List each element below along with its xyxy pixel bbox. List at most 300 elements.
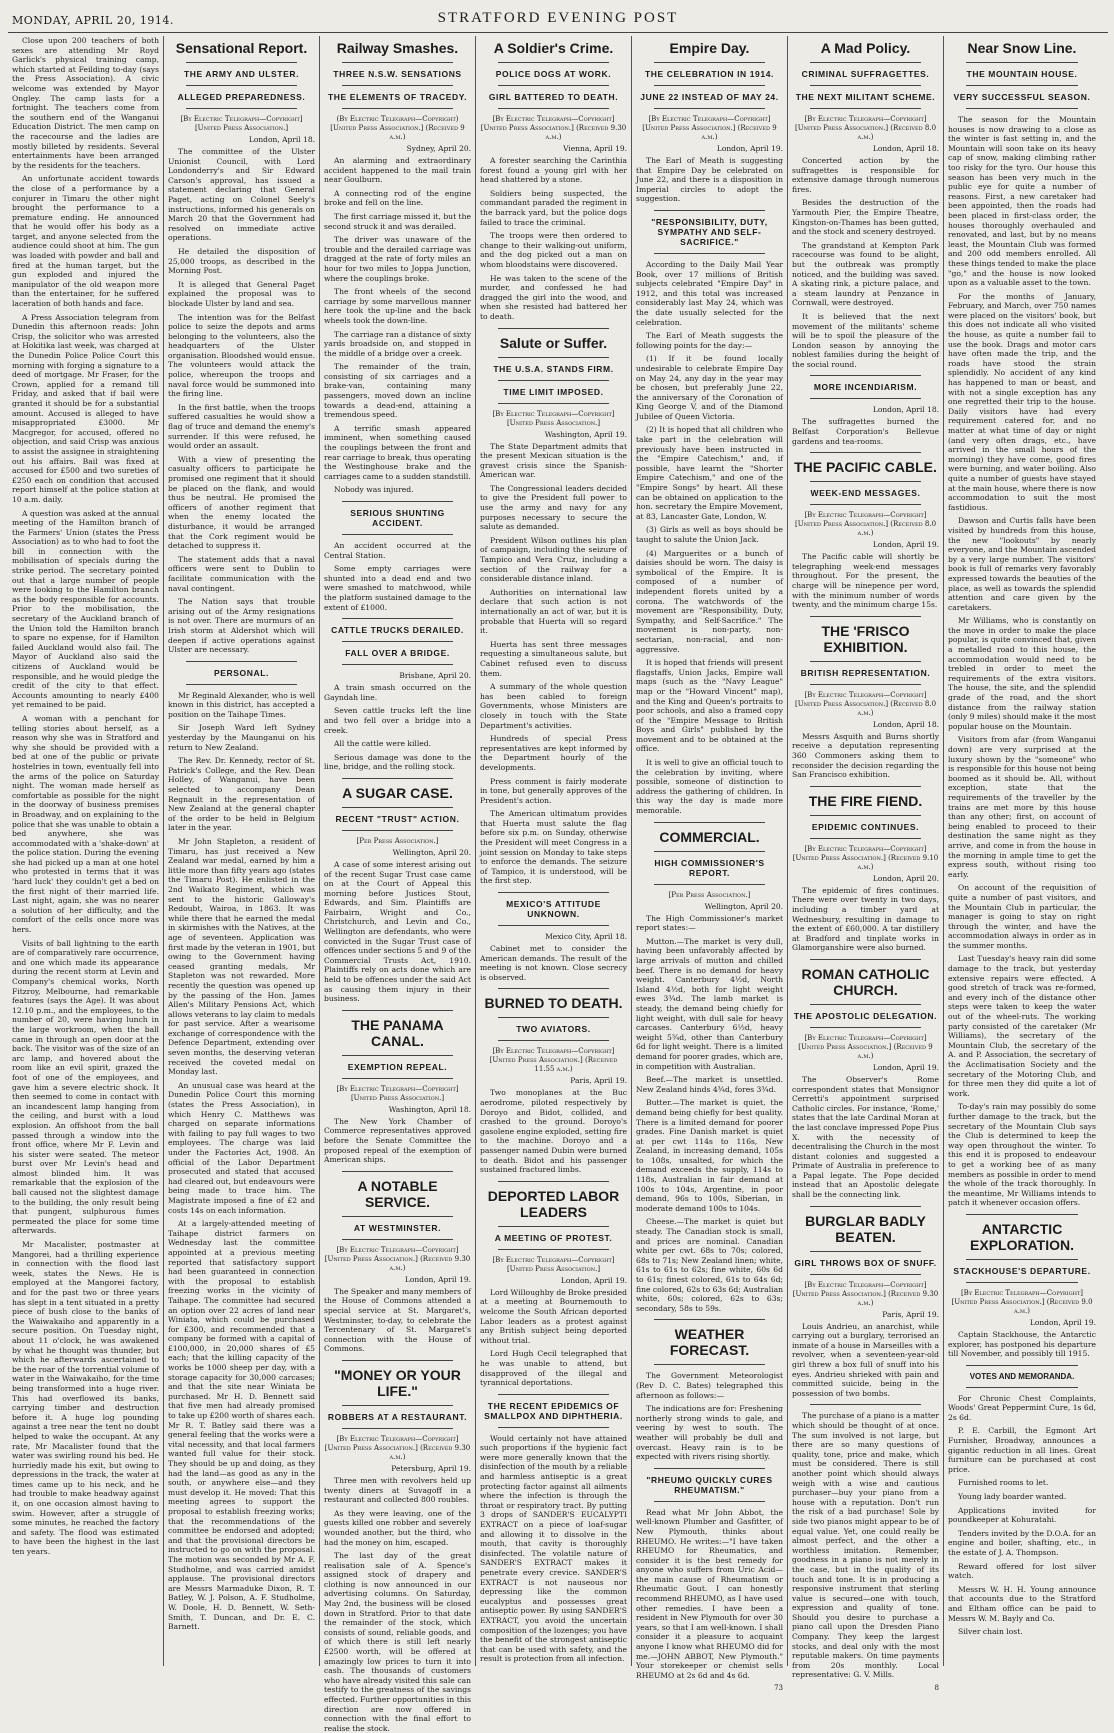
headline: THE PACIFIC CABLE.	[794, 459, 937, 476]
subheading: HIGH COMMISSIONER'S REPORT.	[654, 857, 765, 878]
divider-rule	[966, 1387, 1078, 1388]
divider-rule	[342, 641, 453, 642]
divider-rule	[810, 815, 921, 816]
section-heading: VOTES AND MEMORANDA.	[969, 1371, 1075, 1381]
dateline: Sydney, April 20.	[406, 144, 471, 153]
paragraph: Close upon 200 teachers of both sexes are attending Mr Royd Garlick's physical training camp, which started at Feilding to-day (says the Press Association). A civic welcome was extended by Mayor Ongley. The camp lasts for a fortnight. The teachers come from the southern end of the Wanganui Education District. The men camp on the racecourse and the ladies are mostly billeted by residents. Several entertainments have been arranged by the residents for the teachers.	[12, 36, 159, 170]
divider-rule	[810, 1027, 921, 1028]
column-5	[632, 36, 788, 1693]
divider-rule	[498, 925, 609, 926]
divider-rule	[654, 884, 765, 885]
divider-rule	[498, 1427, 609, 1428]
paragraph: Messrs Asquith and Burns shortly receive a deputation representing 360 Commoners asking them to reconsider the decision regarding the San Francisco exhibition.	[792, 731, 939, 780]
subheading: STACKHOUSE'S DEPARTURE.	[953, 1265, 1091, 1276]
paragraph: Beef.—The market is unsettled. New Zealand hinds 4¾d, fores 3¾d.	[636, 1075, 783, 1094]
dateline: London, April 19.	[404, 1274, 471, 1284]
dateline: Petersburg, April 19.	[391, 1463, 471, 1473]
subheading: A MEETING OF PROTEST.	[494, 1232, 613, 1243]
divider-rule	[966, 1259, 1078, 1260]
divider-rule	[342, 1239, 453, 1240]
wire-credit: [By Electric Telegraph—Copyright] [United Press Association.] (Received 9 a.m.)	[642, 115, 777, 141]
divider-rule	[342, 1171, 453, 1172]
divider-rule	[186, 684, 297, 685]
subheading: CATTLE TRUCKS DERAILED.	[331, 625, 464, 636]
wire-credit: [By Electric Telegraph—Copyright] [United Press Association.] (Received 9.30 a.m.)	[324, 1434, 471, 1461]
paragraph: A Press Association telegram from Dunedin this afternoon reads: John Crisp, the solicitor who was arrested at Hokitika last week, was charged at the Dunedin Police Police Court this morning with forging a signature to a deed of mortgage. Mr Fraser, for the Crown, applied for a remand till Friday, and asked that if bail were granted it should be for a substantial amount. Accused is alleged to have misappropriated £3000. Mr Macgregor, for accused, offered no objection, and said Crisp was anxious to assist the assignee in straightening out his affairs. Bail was fixed at accused for £500 and two sureties of £250 each on condition that accused report himself at the police station at 10 a.m. daily.	[12, 312, 159, 504]
subheading: CRIMINAL SUFFRAGETTES.	[801, 69, 930, 79]
wire-credit: [By Electric Telegraph—Copyright] [United Press Association.]	[492, 409, 615, 427]
paragraph: For the months of January, February, and March, over 750 names were placed on the visitors' book, but this does not indicate all who visited the house, as quite a number fail to use the book. Drags and motor cars have often made the trip, and the roads have stood the strain splendidly. No accident of any kind has happened to man or beast, and with not a single exception has any one regretted their trip to the house. Daily visitors have had every requirement catered for, and no matter at what time of day or night (and very often drags, etc., have arrived in the small hours of the morning) they have come, good fires were burning, and water boiling. Also quite a number of guests have stayed at the main house, where there is now accommodation to suit the most fastidious.	[948, 291, 1096, 512]
divider-rule	[342, 1010, 453, 1011]
divider-rule	[342, 807, 453, 808]
paragraph: Huerta has sent three messages requesting a simultaneous salute, but Cabinet refused even to discuss them.	[480, 639, 627, 678]
divider-rule	[654, 1364, 765, 1365]
paragraph: Serious damage was done to the line, bridge, and the rolling stock.	[324, 752, 471, 772]
divider-rule	[342, 501, 453, 502]
paragraph: A train smash occurred on the Gayndah line.	[324, 683, 471, 702]
dateline: London, April 19.	[716, 144, 783, 153]
paragraph: (1) If it be found locally undesirable to celebrate Empire Day on May 24, any day in the year may be chosen, but preferably June 22, the anniversary of the Coronation of King George V, and of the Diamond Jubilee of Queen Victoria.	[636, 354, 783, 421]
divider-rule	[342, 534, 453, 535]
dateline: London, April 18.	[248, 135, 315, 144]
divider-rule	[966, 1365, 1078, 1366]
paragraph: Mr Reginald Alexander, who is well known in this district, has accepted a position on the Taihape Times.	[168, 690, 315, 719]
divider-rule	[810, 1206, 921, 1207]
headline: A Mad Policy.	[820, 40, 911, 56]
dateline: Wellington, April 20.	[704, 901, 783, 911]
dateline: Wellington, April 20.	[392, 847, 471, 857]
paragraph: The purchase of a piano is a matter which should be thought of at once. The sum involved is not large, but there are so many questions of quality, tone, price and make, which must be considered. There is still another point which should always weigh with a wise and cautious purchaser—buy your piano from a house with a reputation. Don't run the risk of a bad purchase! Sole by side two pianos might appear to be of equal value. Yet, one could really be almost perfect, and the other a worthless imitation. Remember, goodness in a piano is not merely in the case, but in the quality of its touch and tone. It is in producing a responsive instrument that sterling value is secured—one with touch, expression and quality of tone. Should you desire to purchase a piano call upon the Dresden Piano Company. They keep the largest stocks, and deal only with the most reputable makers. On time payments from 20s monthly. Local representative: G. V. Mills.	[792, 1411, 939, 1680]
divider-rule	[498, 403, 609, 404]
dateline: Paris, April 19.	[882, 1309, 939, 1319]
divider-rule	[498, 1249, 609, 1250]
divider-rule	[966, 62, 1078, 63]
headline: ANTARCTIC EXPLORATION.	[970, 1220, 1074, 1253]
divider-rule	[498, 357, 609, 358]
paragraph: The Earl of Meath is suggesting that Empire Day be celebrated on June 22, and there is a disposition in Imperial circles to adopt the suggestion.	[636, 156, 783, 204]
wire-credit: [By Electric Telegraph—Copyright] [United Press Association.] (Received 9 a.m.)	[798, 1033, 933, 1060]
paragraph: Visitors from afar (from Wanganui down) are very surprised at the luxury shown by the "someone" who is responsible for this house not being boomed as it should be. All, without exception, state that the requirements of the traveller by the trains are met more by this house than any other; first, on account of being enabled to proceed to their destination the same night as they arrive, and come in from the house in the morning in ample time to get the express south, without rising too early.	[948, 735, 1096, 879]
headline: ROMAN CATHOLIC CHURCH.	[801, 965, 930, 998]
paragraph: (3) Girls as well as boys should be taught to salute the Union Jack.	[636, 525, 783, 544]
paragraph: The driver was unaware of the trouble and the derailed carriage was dragged at the rate of forty miles an hour for two miles to Joppa Junction, where the couplings broke.	[324, 235, 471, 283]
headline: THE PANAMA CANAL.	[351, 1016, 444, 1049]
divider-rule	[498, 1226, 609, 1227]
divider-rule	[342, 1078, 453, 1079]
divider-rule	[342, 1216, 453, 1217]
paragraph: The grandstand at Kempton Park racecourse was found to be alight, but the outbreak was promptly noticed, and the building was saved. A skating rink, a picture palace, and a steam laundry at Penzance in Cornwall, were destroyed.	[792, 240, 939, 308]
headline: DEPORTED LABOR LEADERS	[487, 1187, 620, 1220]
paragraph: Sir Joseph Ward left Sydney yesterday by the Maunganui on his return to New Zealand.	[168, 723, 315, 752]
paragraph: The season for the Mountain houses is now drawing to a close as the winter is fast setting in, and the Mountain will soon take on its heavy cap of snow, making climbing rather too risky for the tyro. Our house this season has been very much in the public eye for quite a number of reasons. First, a new caretaker had been appointed, then the roads had been placed in first-class order, the houses thoroughly overhauled and renovated, and last, but by no means least, the Mountain Club was formed and 200 odd members enrolled. All these things tended to make the place "go," and the house is now looked upon as a valuable asset to the town.	[948, 115, 1096, 288]
divider-rule	[186, 108, 297, 109]
paragraph: Dawson and Curtis falls have been visited by hundreds from this house, the new "lookouts" by nearly everyone, and the Mountain ascended by a very large number. The visitors' book is full of remarks very favorably expressed towards the beauties of the place, as well as towards the splendid attention and care given by the caretakers.	[948, 516, 1096, 612]
paragraph: It is hoped that friends will present flagstaffs, Union Jacks, Empire wall maps (such as the "Navy League" map or the "Howard Vincent" map), and the King and Queen's portraits to poor schools, and also a framed copy of the "Empire Message to British Boys and Girls" published by the movement and to be obtained at the office.	[636, 658, 783, 754]
wire-credit: [By Electric Telegraph—Copyright] [United Press Association.] (Received 8.0 a.m.)	[794, 511, 937, 538]
dateline: Washington, April 18.	[388, 1104, 471, 1114]
divider-rule	[810, 1404, 921, 1405]
columns-container	[8, 36, 1108, 1733]
divider-rule	[498, 380, 609, 381]
subheading: PERSONAL.	[214, 667, 269, 678]
divider-rule	[342, 1428, 453, 1429]
paragraph: The Congressional leaders decided to give the President full power to use the army and navy for any purposes necessary to secure the salute as demanded.	[480, 483, 627, 532]
subheading: THREE N.S.W. SENSATIONS	[333, 69, 462, 79]
headline: WEATHER FORECAST.	[669, 1326, 750, 1359]
paragraph: Cabinet met to consider the American demands. The result of the meeting is not known. Close secrecy is observed.	[480, 944, 627, 982]
divider-rule	[342, 108, 453, 109]
subheading: GIRL BATTERED TO DEATH.	[488, 92, 619, 102]
paragraph: A case of some interest arising out of the recent Sugar Trust case came on at the Court of Appeal this morning before Justices Stout, Edwards, and Sim. Plaintiffs are Fairbairn, Wright and Co., Christchurch, and Levin and Co., Wellington are defendants, who were convicted in the Sugar Trust case of offences under sections 5 and 9 of the Commercial Trusts Act, 1910. Plaintiffs rely on acts done which are held to be offences under the said Act as causing them injury in their business.	[324, 859, 471, 1004]
paragraph: An alarming and extraordinary accident happened to the mail train near Goulburn.	[324, 156, 471, 185]
subheading: THE APOSTOLIC DELEGATION.	[793, 1010, 938, 1021]
headline: BURNED TO DEATH.	[484, 995, 623, 1012]
divider-rule	[186, 85, 297, 86]
divider-rule	[342, 778, 453, 779]
wire-credit: (By Electric Telegraph—Copyright) [United Press Association.] (Received 9 a.m.)	[330, 115, 465, 141]
divider-rule	[654, 253, 765, 254]
newspaper-title: STRATFORD EVENING POST	[437, 10, 679, 26]
wire-credit: [By Electric Telegraph—Copyright] [United Press Association.] (Received 9.30 a.m.)	[480, 115, 627, 141]
divider-rule	[342, 62, 453, 63]
divider-rule	[342, 1055, 453, 1056]
divider-rule	[810, 62, 921, 63]
divider-rule	[498, 85, 609, 86]
issue-date: MONDAY, APRIL 20, 1914.	[12, 14, 174, 27]
paragraph: Young lady boarder wanted.	[958, 1492, 1067, 1502]
paragraph: The New York Chamber of Commerce representatives approved before the Senate Committee the proposed repeal of the exemption of American ships.	[324, 1116, 471, 1165]
divider-rule	[810, 108, 921, 109]
wire-credit: [By Electric Telegraph—Copyright] [United Press Association.] (Received 9.0 a.m.)	[951, 1288, 1093, 1315]
subheading: WEEK-END MESSAGES.	[810, 488, 921, 499]
paragraph: Captain Stackhouse, the Antarctic explorer, has postponed his departure till November, and possibly till 1915.	[948, 1329, 1096, 1359]
headline: Empire Day.	[669, 40, 750, 56]
subheading: TIME LIMIT IMPOSED.	[503, 386, 604, 397]
paragraph: Press comment is fairly moderate in tone, but generally approves of the President's action.	[480, 776, 627, 805]
paragraph: Seven cattle trucks left the line and two fell over a bridge into a creek.	[324, 706, 471, 735]
paragraph: Visits of ball lightning to the earth are of comparatively rare occurrence, and one which made its appearance during the recent storm at Levin and Company's chemical works, North Fitzroy, Melbourne, had remarkable features (says the Age). It was about 12.10 p.m., and the employees, to the number of 20, were having lunch in the large workroom, when the ball came in through an open door at the back. The visitor was of the size of an arc lamp, and hovered about the room like an evil spirit, grazed the foot of one of the employees, and gave him a severe electric shock. It then seemed to come in contact with an incandescent lamp hanging from the ceiling, and burst with a loud explosion. An offshoot from the ball passed through a window into the front office, where Mr F. Levin and his sister were seated. The meteor burst over Mr Levin's head and almost blinded him. It was remarkable that the explosion of the ball caused not the slightest damage to the building, the only result being that pungent, sulphurous fumes permeated the place for some time afterwards.	[12, 938, 159, 1236]
paragraph: The Observer's Rome correspondent states that Monsignor Cerretti's appointment surprised Catholic circles. For instance, 'Rome,' states that the late Cardinal Moran at the last conclave impressed Pope Pius X. with the necessity of decentralising the Church in the most distant colonies and suggested a Primate of Australia in preference to a Papal legate. The Pope decided instead that an Apostolic delegate shall be the connecting link.	[792, 1074, 939, 1200]
paragraph: Soldiers being suspected, the commandant paraded the regiment in the barrack yard, but the police dogs failed to trace the criminal.	[480, 188, 627, 227]
paragraph: At a largely-attended meeting of Taihape district farmers on Wednesday last the committee appointed at a previous meeting reported that satisfactory support had been guaranteed in connection with the proposal to establish freezing works in the vicinity of Taihape. The committee had secured an option over 22 acres of land near Winiata, which could be purchased for £300, and recommended that a company be formed with a capital of £100,000, in 20,000 shares of £5 each; that the killing capacity of the works be 1000 sheep per day, with a storage capacity for 30,000 carcases; and that the site near Winiata be purchased. Mr H. D. Bennett said that five men had already promised to take up £200 worth of shares each. Mr R. T. Batley said there was a general feeling that the works were a vital necessity, and that local farmers wanted full value for their stock. They should be up and doing, as they had the land—as good as any in the south, or anywhere else—and they must develop it. He moved: That this meeting agrees to support the proposal to establish freezing works; that the recommendations of the committee be endorsed and adopted; and that the provisional directors be instructed to go on with the proposal. The motion was seconded by Mr A. F. Studholme, and was carried amidst applause. The provisional directors are Messrs Marmaduke Dixon, R. T. Batley, W. J. Polson, A. F. Studholme, W. Doole, H. D. Bennett, W. Seth-Smith, T. Duncan, and Dr. E. C. Barnett.	[168, 1219, 315, 1632]
subheading: EPIDEMIC CONTINUES.	[811, 821, 920, 832]
paragraph: Messrs W. H. H. Young announce that accounts due to the Stratford and Eltham office can be paid to Messrs W. M. Bayly and Co.	[948, 1584, 1096, 1623]
headline: "MONEY OR YOUR LIFE."	[334, 1366, 461, 1399]
headline: Railway Smashes.	[336, 40, 459, 56]
divider-rule	[966, 1282, 1078, 1283]
dateline: Washington, April 19.	[544, 429, 627, 439]
paragraph: A woman with a penchant for telling stories about herself, as a reason why she was in Stratford and why she should be provided with a bed at one of the public or private hostelries in town, eventually fell into the arms of the police on Saturday night. The woman made herself as comfortable as possible for the night in the doorway of business premises in Broadway, and on explaining to the police that she was unable to obtain a bed anywhere, she was accommodated with a 'shake-down' at the police station. During the evening she had picked up a man at one hotel who protested in terms that it was 'hard luck' they couldn't get a bed on the first night of their married life. Last night, again, she was no nearer a solution of her difficulty, and the comfort of the cells once more was hers.	[12, 713, 159, 935]
subheading: JUNE 22 INSTEAD OF MAY 24.	[640, 92, 779, 102]
dateline: London, April 19.	[1029, 1317, 1096, 1327]
divider-rule	[966, 85, 1078, 86]
paragraph: Read what Mr John Abbot, the well-known Plumber and Gasfitter, of New Plymouth, thinks about RHEUMO. He writes:—"I have taken RHEUMO for Rheumatics, and consider it is the best remedy for anyone who suffers from Uric Acid—the main cause of Rheumatism or Rheumatic Gout. I can honestly recommend RHEUMO, as I have used other remedies. I have been a resident in New Plymouth for over 30 years, so that I am well-known. I shall consider it a pleasure to acquaint anyone I know what RHEUMO did for me.—JOHN ABBOT, New Plymouth." Your storekeeper or chemist sells RHEUMO at 2s 6d and 4s 6d.	[636, 1507, 783, 1680]
paragraph: An unusual case was heard at the Dunedin Police Court this morning (states the Press Association), in which Henry C. Matthews was charged on separate informations with failing to pay full wages to two employees. The charge was laid under the Factories Act, 1908. An official of the Labor Department prosecuted and stated that accused had cleared out, but endeavours were being made to trace him. The Magistrate imposed a fine of £2 and costs 14s on each information.	[168, 1080, 315, 1215]
paragraph: The Earl of Meath suggests the following points for the day:—	[636, 331, 783, 350]
divider-rule	[810, 452, 921, 453]
subheading: THE RECENT EPIDEMICS OF SMALLPOX AND DIPHTHERIA.	[484, 1400, 623, 1421]
paragraph: Authorities on international law declare that such action is not internationally an act of war, but it is probable that Huerta will so regard it.	[480, 587, 627, 636]
subheading: THE NEXT MILITANT SCHEME.	[795, 92, 936, 102]
divider-rule	[654, 108, 765, 109]
divider-rule	[810, 959, 921, 960]
divider-rule	[654, 85, 765, 86]
divider-rule	[654, 1501, 765, 1502]
dateline: London, April 19.	[560, 1275, 627, 1285]
wire-credit: [By Electric Telegraph—Copyright] [United Press Association.] (Received 9.30 a.m.)	[324, 1245, 471, 1272]
paragraph: Silver chain lost.	[958, 1627, 1023, 1637]
dateline: Vienna, April 19.	[563, 144, 627, 153]
divider-rule	[810, 684, 921, 685]
paragraph: It is well to give an official touch to the celebration by inviting, where possible, someone of distinction to address the gathering of children. In this way the day is made more memorable.	[636, 758, 783, 816]
paragraph: President Wilson outlines his plan of campaign, including the seizure of Tampico and Vera Cruz, including a section of the railway for a considerable distance inland.	[480, 535, 627, 584]
paragraph: The Rev. Dr. Kennedy, rector of St. Patrick's College, and the Rev. Dean Holley, of Wanganui, have been selected to accompany Dean Regnault in the representation of New Zealand at the general chapter of the order to be held in Belgium later in the year.	[168, 756, 315, 833]
paragraph: All the cattle were killed.	[334, 739, 432, 749]
divider-rule	[186, 62, 297, 63]
paragraph: Lord Willoughby de Broke presided at a meeting at Bournemouth to welcome the South African deported Labor leaders as a protest against any British subject being deported without trial.	[480, 1287, 627, 1345]
paragraph: The first carriage missed it, but the second struck it and was derailed.	[324, 211, 471, 231]
paragraph: Last Tuesday's heavy rain did some damage to the track, but yesterday extensive repairs were effected. A good stretch of track was re-formed, and every inch of the distance other steps were taken to keep the water out of the wheel-ruts. The working party consisted of the caretaker (Mr Williams), the secretary of the Mountain Club, the secretary of the A. and P. Association, the secretary of the Acclimatisation Society and the secretary of the Motoring Club, and for three men they did quite a lot of work.	[948, 954, 1096, 1098]
divider-rule	[498, 1040, 609, 1041]
paragraph: The suffragettes burned the Belfast Corporation's Bellevue gardens and tea-rooms.	[792, 417, 939, 446]
dateline: London, April 18.	[872, 719, 939, 729]
subheading: TWO AVIATORS.	[516, 1024, 591, 1035]
wire-credit: [By Electric Telegraph—Copyright] [United Press Association.]	[180, 115, 303, 132]
paragraph: Louis Andrieu, an anarchist, while carrying out a burglary, terrorised an inmate of a house in Marseilles with a revolver, when a seventeen-year-old girl threw a box full of snuff into his eyes. Andrieu shrieked with pain and committed suicide, being in the possession of two bombs.	[792, 1321, 939, 1398]
subheading: POLICE DOGS AT WORK.	[495, 69, 612, 79]
divider-rule	[810, 661, 921, 662]
wire-credit: [Per Press Association.]	[356, 836, 439, 845]
dateline: London, April 19.	[872, 540, 939, 550]
paragraph: Mr John Stapleton, a resident of Timaru, has just received a New Zealand war medal, earned by him a little more than fifty years ago (states the Timaru Post). He enlisted in the 2nd Waikato Regiment, which was sent to the historic Galloway's Redoubt, Wairoa, in 1863. It was while there that he earned the medal in skirmishes with the Natives, at the age of seventeen. Application was first made by the veteran in 1901, but owing to the Government having ceased granting medals, Mr Stapleton was not rewarded. More recently the question was opened up by the passing of the Hon. James Allen's Military Pensions Act, which allows veterans to lay claim to medals for past service. After a wearisome exchange of correspondence with the Defence Department, extending over seven months, the deserving veteran received the coveted medal on Monday last.	[168, 837, 315, 1077]
divider-rule	[810, 1004, 921, 1005]
subheading: SERIOUS SHUNTING ACCIDENT.	[350, 508, 445, 528]
ad-number: 8	[934, 1684, 939, 1693]
subheading: ALLEGED PREPAREDNESS.	[177, 92, 306, 102]
paragraph: The Government Meteorologist (Rev D. C. Bates) telegraphed this afternoon as follows:—	[636, 1371, 783, 1400]
paragraph: The remainder of the train, consisting of six carriages and a brake-van, containing many passengers, moved down an incline towards a dead-end, attaining a tremendous speed.	[324, 362, 471, 420]
divider-rule	[654, 1319, 765, 1320]
divider-rule	[810, 504, 921, 505]
divider-rule	[498, 1181, 609, 1182]
column-7	[944, 36, 1100, 1666]
subheading: VERY SUCCESSFUL SEASON.	[953, 92, 1091, 102]
paragraph: (4) Marguerites or a bunch of daisies should be worn. The daisy is symbolical of the Empire. It is composed of a number of independent florets united by a corona. The watchwords of the movement are "Responsibility, Duty, Sympathy, and Self-Sacrifice." The movement is non-party, non-sectarian, non-racial, and non-aggressive.	[636, 548, 783, 654]
paragraph: Some empty carriages were shunted into a dead end and two were smashed to matchwood, while the platform sustained damage to the extent of £1000.	[324, 564, 471, 612]
divider-rule	[810, 838, 921, 839]
subheading: "RESPONSIBILITY, DUTY, SYMPATHY AND SELF-SACRIFICE."	[651, 216, 768, 247]
wire-credit: [By Electric Telegraph—Copyright] [United Press Association.] (Received 11.55 a.m.)	[489, 1047, 618, 1074]
paragraph: According to the Daily Mail Year Book, over 17 millions of British subjects celebrated "Empire Day" in 1912, and this total was increased considerably last May 24, which was the date usually selected for the celebration.	[636, 259, 783, 327]
paragraph: Mr Macalister, postmaster at Mangorei, had a thrilling experience in connection with the flood last week, states the News. He is employed at the Mangorei factory, and for the past two or three years has slept in a tent situated in a pretty piece of bush close to the banks of the Waiwakaiho and apparently in a secure position. On Tuesday night, about 11 o'clock, he was awakened by what he thought was thunder, but which he afterwards ascertained to be the roar of the torrential volume of water in the Waiwakaiho, for the time being transformed into a huge river. This had overflowed its banks, carrying timber and destruction before it. A huge log pounding against a tree near the tent no doubt helped to wake the occupant. At any rate, Mr Macalister found that the water was swirling round his bed. He hurriedly made his exit, but owing to depressions in the track, the water at times came up to his neck, and he had trouble to make headway against it, on one occasion almost having to swim. However, after a struggle of some minutes, he reached the factory and safety. The flood was estimated to have been the highest in the last ten years.	[12, 1240, 159, 1557]
divider-rule	[342, 830, 453, 831]
subheading: MORE INCENDIARISM.	[813, 382, 918, 393]
paragraph: For Chronic Chest Complaints, Woods' Great Peppermint Cure, 1s 6d, 2s 6d.	[948, 1393, 1096, 1422]
paragraph: Lord Hugh Cecil telegraphed that he was unable to attend, but disapproved of the illegal and tyrannical deportations.	[480, 1349, 627, 1388]
paragraph: The Speaker and many members of the House of Commons attended a special service at St. Margaret's, Westminster, to-day, to celebrate the Tercentenary of St. Margaret's connection with the House of Commons.	[324, 1286, 471, 1354]
divider-rule	[966, 1214, 1078, 1215]
divider-rule	[498, 328, 609, 329]
paragraph: The statement adds that a naval officers were sent to Dublin to facilitate communication with the naval contingent.	[168, 554, 315, 593]
paragraph: A terrific smash appeared imminent, when something caused the couplings between the front and rear carriage to break, thus operating the Westinghouse brake and the carriages came to a sudden standstill.	[324, 423, 471, 481]
wire-credit: [By Electric Telegraph—Copyright] [United Press Association.] (Received 8.0 a.m.)	[794, 115, 937, 141]
paragraph: The front wheels of the second carriage by some marvellous manner here took the up-line and the back wheels took the down-line.	[324, 287, 471, 325]
paragraph: Mutton.—The market is very dull, having been unfavorably affected by large arrivals of mutton and chilled beef. There is no demand for heavy weight. Canterbury 4½d, North Island 4½d, both for light weight ewes 3¾d. The lamb market is steady, the demand being chiefly for light weight, with dull sale for heavy carcases. Canterbury 6½d, heavy weight 5¾d, other than Canterbury 6d for light weight. There is a limited demand for poorer grades, which are, in competition with Australian.	[636, 936, 783, 1071]
subheading: THE ELEMENTS OF TRACEDY.	[327, 92, 468, 102]
divider-rule	[654, 1468, 765, 1469]
subheading: THE CELEBRATION IN 1914.	[644, 69, 774, 79]
subheading: AT WESTMINSTER.	[353, 1222, 442, 1233]
column-1	[8, 36, 164, 1666]
paragraph: The carriage ran a distance of sixty yards broadside on, and stopped in the middle of a bridge over a creek.	[324, 329, 471, 358]
paragraph: Reward offered for lost silver watch.	[948, 1561, 1096, 1581]
headline: A Soldier's Crime.	[493, 40, 614, 56]
paragraph: Tenders invited by the D.O.A. for an engine and boiler, shafting, etc., in the estate of J. A. Thompson.	[948, 1528, 1097, 1557]
divider-rule	[498, 892, 609, 893]
paragraph: A summary of the whole question has been cabled to foreign Governments, whose Ministers are closely in touch with the State Department's activities.	[480, 682, 627, 730]
headline: A NOTABLE SERVICE.	[357, 1177, 438, 1210]
dateline: London, April 18.	[872, 144, 939, 153]
dateline: Brisbane, April 20.	[399, 671, 471, 681]
headline: A SUGAR CASE.	[342, 784, 453, 801]
divider-rule	[498, 1017, 609, 1018]
headline: THE 'FRISCO EXHIBITION.	[821, 622, 910, 655]
divider-rule	[342, 618, 453, 619]
divider-rule	[810, 375, 921, 376]
wire-credit: [By Electric Telegraph—Copyright] [United Press Association.] (Received 9.10 a.m.)	[792, 844, 939, 871]
headline: Sensational Report.	[175, 40, 308, 56]
divider-rule	[654, 62, 765, 63]
subheading: RECENT "TRUST" ACTION.	[335, 813, 460, 824]
paragraph: Butter.—The market is quiet, the demand being chiefly for best quality. There is a limited demand for poorer grades. Fine Danish market is quiet at per cwt 114s to 116s, New Zealand, in increasing demand, 105s to 108s, unsalted, for which the demand exceeds the supply, 114s to 118s, Australian in fair demand at 100s to 104s, Argentine, in poor demand, 96s to 100s, Siberian, in moderate demand 100s to 104s.	[636, 1098, 783, 1213]
divider-rule	[342, 1405, 453, 1406]
paragraph: Furnished rooms to let.	[958, 1478, 1049, 1488]
divider-rule	[810, 616, 921, 617]
divider-rule	[810, 1274, 921, 1275]
dateline: London, April 20.	[872, 873, 939, 883]
paragraph: With a view of presenting the casualty officers to participate he promised one regiment that it should be placed on the flank, and would thus be neutral. He promised the officers of another regiment that when the enemy located the disturbance, it would be arranged that the Cork regiment would be detached to suppress it.	[168, 454, 315, 551]
paragraph: Besides the destruction of the Yarmouth Pier, the Empire Theatre, Kingston-on-Thames has been gutted, and the stock and scenery destroyed.	[792, 198, 939, 237]
paragraph: In the first battle, when the troops suffered casualties he would show a flag of truce and demand the enemy's surrender. If this were refused, he would order an assault.	[168, 402, 315, 451]
subheading: EXEMPTION REPEAL.	[347, 1061, 448, 1072]
paragraph: Two monoplanes at the Buc aerodrome, piloted respectively by Doroyo and Bidot, collided, and crashed to the ground. Doroyo's gasolene engine exploded, setting fire to the machine. Doroyo and a passenger named Dubin were burned to death. Bidot and his passenger sustained fractured limbs.	[480, 1088, 628, 1175]
paragraph: The committee of the Ulster Unionist Council, with Lord Londonderry's and Sir Edward Carson's approval, has issued a statement declaring that General Paget, acting on Colonel Seely's instructions, informed his generals on March 20 that the Government had resolved on immediate active operations.	[168, 147, 315, 243]
paragraph: He was taken to the scene of the murder, and confessed he had dragged the girl into the wood, and when she resisted had battered her to death.	[480, 273, 627, 321]
subheading: BRITISH REPRESENTATION.	[800, 667, 931, 678]
paragraph: On account of the requisition of quite a number of past visitors, and the Mountain Club in particular, the manager is going to stay on right through the winter, and have the accommodation always in order as in the summer months.	[948, 883, 1096, 950]
dateline: London, April 18.	[872, 405, 939, 415]
paragraph: The Pacific cable will shortly be telegraphing week-end messages throughout. For the present, the charge will be ninepence per word, with the minimum number of words twenty, and the minimum charge 15s.	[792, 552, 939, 610]
paragraph: P. E. Carbill, the Egmont Art Furnisher, Broadway, announces a gigantic reduction in all lines. Great furniture can be purchased at cost price.	[948, 1426, 1096, 1474]
subheading: GIRL THROWS BOX OF SNUFF.	[794, 1257, 937, 1268]
divider-rule	[810, 85, 921, 86]
divider-rule	[186, 661, 297, 662]
divider-rule	[966, 108, 1078, 109]
dateline: London, April 19.	[872, 1062, 939, 1072]
ad-number: 73	[774, 1684, 783, 1693]
divider-rule	[810, 398, 921, 399]
paragraph: The intention was for the Belfast police to seize the depots and arms belonging to the volunteers, also the headquarters of the Ulster organisation. Bloodshed would ensue. The volunteers would attack the police, whereupon the troops and naval force would be summoned into the firing line.	[168, 312, 315, 399]
column-2	[164, 36, 320, 1666]
paragraph: The American ultimatum provides that Huerta must salute the flag before six p.m. on Sunday, otherwise the President will meet Congress in a joint session on Monday to take steps to enforce the demands. The seizure of Tampico, it is understood, will be the first step.	[480, 809, 627, 886]
paragraph: A connecting rod of the engine broke and fell on the line.	[324, 188, 471, 208]
divider-rule	[810, 481, 921, 482]
paragraph: Concerted action by the suffragettes is responsible for extensive damage through numerous fires.	[792, 156, 939, 194]
wire-credit: [By Electric Telegraph—Copyright] [United Press Association.] (Received 9.30 a.m.)	[792, 1280, 939, 1307]
headline: BURGLAR BADLY BEATEN.	[805, 1212, 926, 1245]
dateline: Mexico City, April 18.	[545, 932, 627, 942]
column-4	[476, 36, 632, 1666]
divider-rule	[810, 1251, 921, 1252]
paragraph: Three men with revolvers held up twenty diners at Suvagoff in a restaurant and collected 800 roubles.	[324, 1475, 471, 1505]
headline: THE FIRE FIEND.	[808, 792, 923, 809]
subheading: THE U.S.A. STANDS FIRM.	[493, 363, 614, 374]
divider-rule	[654, 822, 765, 823]
masthead	[8, 6, 1108, 33]
headline: COMMERCIAL.	[659, 828, 760, 845]
divider-rule	[498, 62, 609, 63]
paragraph: It is believed that the next movement of the militants' scheme will be to spoil the pleasure of the London season by annoying the noblest families during the height of the social round.	[792, 311, 939, 369]
subheading: ROBBERS AT A RESTAURANT.	[327, 1411, 468, 1422]
paragraph: Applications invited for poundkeeper at Kohuratahi.	[948, 1505, 1096, 1525]
paragraph: Nobody was injured.	[334, 485, 414, 495]
divider-rule	[498, 1394, 609, 1395]
subheading: THE MOUNTAIN HOUSE.	[966, 69, 1078, 79]
column-6	[788, 36, 944, 1693]
headline: Near Snow Line.	[967, 40, 1077, 56]
headline: Salute or Suffer.	[499, 334, 608, 351]
wire-credit: [Per Press Association.]	[668, 890, 751, 899]
paragraph: The last day of the great realisation sale of A. Spence's assigned stock of drapery and clothing is now announced in our advertising columns. On Saturday, May 2nd, the business will be closed down in Stratford. Prior to that date the remainder of the stock, which consists of sound, reliable goods, and of which there is still left nearly £2500 worth, will be offered at amazingly low prices to turn it into cash. The thousands of customers who have already visited this sale can testify to the greatness of the savings effected. Further opportunities in this direction are now offered in connection with the final effort to realise the stock.	[324, 1551, 471, 1733]
subheading: FALL OVER A BRIDGE.	[345, 648, 450, 659]
divider-rule	[342, 85, 453, 86]
paragraph: A question was asked at the annual meeting of the Hamilton branch of the Farmers' Union (states the Press Association) as to who had to foot the bill in connection with the mobilisation of specials during the strike period. The secretary pointed out that a large number of people were looking to the Hamilton branch as the body responsible for accounts. Prior to the mobilisation, the secretary of the Auckland branch of the Union told the Hamilton branch to spare no expense, for if Hamilton failed Auckland would also fail. The Mayor of Auckland also said the citizens of Auckland would be responsible, and he would pledge the credit of the city to that effect. Accounts amounting to nearly £400 yet remained to be paid.	[12, 508, 159, 710]
dateline: Paris, April 19.	[570, 1076, 627, 1086]
divider-rule	[498, 988, 609, 989]
paragraph: The State Department admits that the present Mexican situation is the gravest crisis since the Spanish-American war.	[480, 441, 627, 480]
divider-rule	[810, 786, 921, 787]
paragraph: Cheese.—The market is quiet but steady. The Canadian stock is small, and prices are nominal. Canadian white per cwt. 68s to 70s; colored, 68s to 71s; New Zealand linen; white, 61s to 61s to 62s; fine white, 60s 6d to 61s; finest colored, 61s to 64s 6d; fine colored, 62s to 63s 6d; Australian white, 60s; colored, 62s to 63s; secondary, 58s to 59s.	[636, 1217, 783, 1313]
paragraph: To-day's rain may possibly do some further damage to the track, but the secretary of the Mountain Club says the Club is determined to keep the way open throughout the winter. To this end it is proposed to endeavour to get a working bee of as many members as possible in order to mend the whole of the track thoroughly. In the meantime, Mr Williams intends to patch it whenever occasion offers.	[948, 1102, 1096, 1208]
paragraph: Would certainly not have attained such proportions if the hygienic fact were more generally known that the disinfection of the mouth by a reliable and harmless antiseptic is a great protecting factor against all ailments where the infection is through the throat or respiratory tract. By putting 3 drops of SANDER'S EUCALYPTI EXTRACT on a piece of loaf-sugar and allowing it to dissolve in the mouth, that cavity is thoroughly disinfected. The volatile nature of SANDER'S EXTRACT makes it penetrate every crevice. SANDER'S EXTRACT is not nauseous nor depressing like the common eucalyptus and possesses great antiseptic power. By using SANDER'S EXTRACT, you avoid the uncertain composition of the lozenges; you have the benefit of the strongest antiseptic that can be used with safety, and the result is protection from all infection.	[480, 1433, 627, 1664]
divider-rule	[654, 851, 765, 852]
paragraph: An unfortunate accident towards the close of a performance by a conjurer in Timaru the other night brought the performance to a premature ending. He announced that he would offer his body as a target, and anyone selected from the audience could shoot at him. The gun was loaded with powder and ball and fired at the human target, but the gun exploded and injured the manipulator of the old weapon more than the entertainer, for he suffered laceration of both hands and face.	[12, 174, 159, 309]
paragraph: A forester searching the Carinthia forest found a young girl with her head shattered by a stone.	[480, 156, 627, 185]
divider-rule	[498, 108, 609, 109]
subheading: "RHEUMO QUICKLY CURES RHEUMATISM."	[646, 1474, 773, 1495]
paragraph: (2) It is hoped that all children who take part in the celebration will previously have been instructed in the "Empire Catechism," and, if possible, have learnt the "Shorter Empire Catechism," and one of the "Empire Songs" by heart. All these can be obtained on application to the hon. secretary the Empire Movement, at 83, Lancaster Gate, London, W.	[636, 425, 783, 521]
wire-credit: [By Electric Telegraph—Copyright] [United Press Association.]	[336, 1084, 459, 1102]
paragraph: The troops were then ordered to change to their walking-out uniform, and the dog picked out a man on whom bloodstains were discovered.	[480, 231, 627, 269]
divider-rule	[342, 664, 453, 665]
wire-credit: [By Electric Telegraph—Copyright] [United Press Association.]	[492, 1255, 615, 1273]
subheading: MEXICO'S ATTITUDE UNKNOWN.	[506, 899, 601, 920]
paragraph: He detailed the disposition of 25,000 troops, as described in the Morning Post.	[168, 246, 315, 276]
paragraph: Hundreds of special Press representatives are kept informed by the Department hourly of the developments.	[480, 734, 627, 772]
subheading: THE ARMY AND ULSTER.	[183, 69, 300, 79]
divider-rule	[342, 1360, 453, 1361]
wire-credit: [By Electric Telegraph—Copyright] [United Press Association.] (Received 8.0 a.m.)	[794, 690, 937, 717]
paragraph: Mr Williams, who is constantly on the move in order to make the place popular, is quite convinced that, given a metalled road to this house, the accommodation would need to be trebled in order to meet the requirements of the extra visitors. The house, the site, and the splendid grade of the road, and the short distance from the railway station (only 9 miles) should make it the most popular house on the Mountain.	[948, 616, 1096, 731]
paragraph: The indications are for: Freshening northerly strong winds to gale, and veering by west to south. The weather will probably be dull and overcast. Heavy rain is to be expected with rivers rising shortly.	[636, 1404, 783, 1462]
paragraph: The High Commissioner's market report states:—	[636, 913, 783, 933]
paragraph: The Nation says that trouble arising out of the Army resignations is not over. There are murmurs of an Irish storm at Aldershot which will deepen if active operations against Ulster are necessary.	[168, 597, 315, 655]
paragraph: An accident occurred at the Central Station.	[324, 541, 471, 560]
paragraph: As they were leaving, one of the guests killed one robber and severely wounded another, but the third, who had the money on him, escaped.	[324, 1508, 471, 1547]
paragraph: It is alleged that General Paget explained the proposal was to blockade Ulster by land and sea.	[168, 279, 315, 308]
divider-rule	[654, 210, 765, 211]
paragraph: The epidemic of fires continues. There were over twenty in two days, including a timber yard at Wednesbury, resulting in damage to the extent of £60,000. A tar distillery at Bradford and tinplate works in Glamorganshire were also burned.	[792, 885, 939, 953]
